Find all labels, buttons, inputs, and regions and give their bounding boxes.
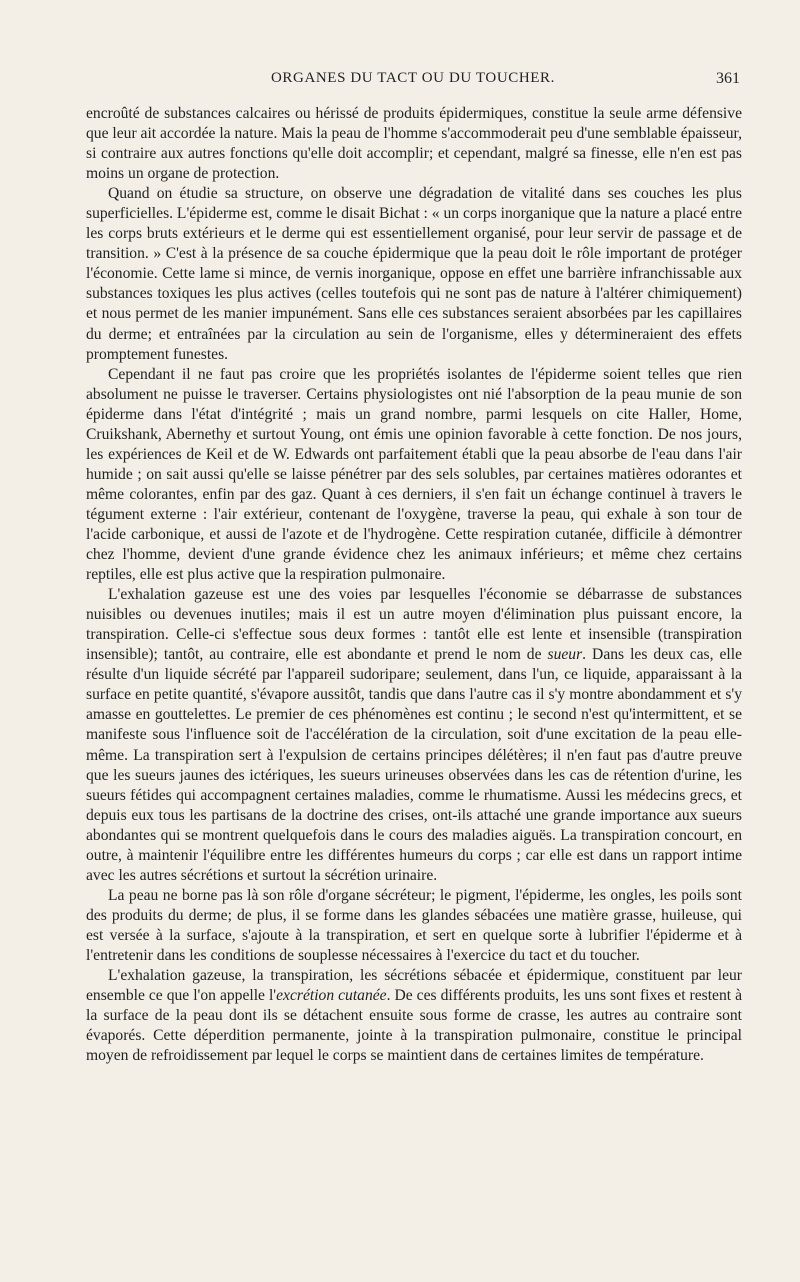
paragraph-structure: Quand on étudie sa structure, on observe une dégradation de vitalité dans ses couches les plus superficielles. L'épiderme est, comme le disait Bichat : « un corps inorganique que la nature a placé entre les corps bruts extérieurs et le derme qui est essentiellement organisé, pour leur servir de passage et de transition. » C'est à la présence de sa couche épidermique que la peau doit le rôle important de protéger l'économie. Cette lame si mince, de vernis inorganique, oppose en effet une barrière infranchissable aux substances toxiques les plus actives (celles toutefois qui ne sont pas de nature à l'altérer chimiquement) et nous permet de les manier impunément. Sans elle ces substances seraient absorbées par les capillaires du derme; et entraînées par la circulation au sein de l'organisme, elles y détermineraient des effets promptement funestes. (86, 185, 742, 363)
page-header (86, 62, 740, 86)
page-number: 361 (716, 70, 740, 87)
body-text (86, 104, 742, 1066)
running-title: ORGANES DU TACT OU DU TOUCHER. (270, 70, 556, 86)
paragraph-sebaceous: La peau ne borne pas là son rôle d'organe sécréteur; le pigment, l'épiderme, les ongles, les poils sont des produits du derme; de plus, il se forme dans les glandes sébacées une matière grasse, huileuse, qui est versée à la surface, s'ajoute à la transpiration, et sert en quelque sorte à lubrifier l'épiderme et à l'entretenir dans les conditions de souplesse nécessaires à l'exercice du tact et du toucher. (86, 886, 742, 964)
paragraph-excretion (86, 966, 742, 1066)
italic-term: excrétion cutanée (276, 987, 387, 1005)
paragraph-continuation: encroûté de substances calcaires ou hérissé de produits épidermiques, constitue la seule arme défensive que leur ait accordée la nature. Mais la peau de l'homme s'accommoderait peu d'une semblable épaisseur, si contraire aux autres fonctions qu'elle doit accomplir; et cependant, malgré sa finesse, elle n'en est pas moins un organe de protection. (86, 105, 742, 183)
italic-term: sueur (547, 646, 583, 664)
text-segment: L'exhalation gazeuse est une des voies par lesquelles l'économie se débarrasse de substances nuisibles ou devenues inutiles; mais il est un autre moyen d'élimination plus puissant encore, la transpiration. Celle-ci s'effectue sous deux formes : tantôt elle est lente et insensible (transpiration insensible); tantôt, au contraire, elle est abondante et prend le nom de (86, 586, 742, 664)
text-segment: L'exhalation gazeuse, la transpiration, les sécrétions sébacée et épidermique, constituent par leur ensemble ce que l'on appelle l' (86, 967, 742, 1005)
paragraph-transpiration (86, 585, 742, 886)
text-segment: . De ces différents produits, les uns sont fixes et restent à la surface de la peau dont ils se détachent ensuite sous forme de crasse, les autres au contraire sont évaporés. Cette déperdition permanente, jointe à la transpiration pulmonaire, constitue le principal moyen de refroidissement par lequel le corps se maintient dans de certaines limites de température. (86, 987, 743, 1065)
text-segment: . Dans les deux cas, elle résulte d'un liquide sécrété par l'appareil sudoripare; seulement, dans l'un, ce liquide, apparaissant à la surface en petite quantité, s'évapore aussitôt, tandis que dans l'autre cas il s'y montre abondamment et s'y amasse en gouttelettes. Le premier de ces phénomènes est continu ; le second n'est qu'intermittent, et se manifeste sous l'influence soit de l'accélération de la circulation, soit d'une excitation de la peau elle-même. La transpiration sert à l'expulsion de certains principes délétères; il n'en faut pas d'autre preuve que les sueurs jaunes des ictériques, les sueurs urineuses observées dans les cas de rétention d'urine, les sueurs fétides qui accompagnent certaines maladies, comme le rhumatisme. Aussi les médecins grecs, et depuis eux tous les partisans de la doctrine des crises, ont-ils attaché une grande importance aux sueurs abondantes qui se montrent quelquefois dans le cours des maladies aiguës. La transpiration concourt, en outre, à maintenir l'équilibre entre les différentes humeurs du corps ; car elle est dans un rapport intime avec les autres sécrétions et surtout la sécrétion urinaire. (86, 646, 742, 884)
paragraph-absorption: Cependant il ne faut pas croire que les propriétés isolantes de l'épiderme soient telles que rien absolument ne puisse le traverser. Certains physiologistes ont nié l'absorption de la peau munie de son épiderme dans l'état d'intégrité ; mais un grand nombre, parmi lesquels on cite Haller, Home, Cruikshank, Abernethy et surtout Young, ont émis une opinion favorable à cette fonction. De nos jours, les expériences de Keil et de W. Edwards ont parfaitement établi que la peau absorbe de l'eau dans l'air humide ; on sait aussi qu'elle se laisse pénétrer par des sels solubles, par certaines matières odorantes et même colorantes, enfin par des gaz. Quant à ces derniers, il s'en fait un échange continuel à travers le tégument externe : l'air extérieur, contenant de l'oxygène, traverse la peau, qui exhale à son tour de l'acide carbonique, et aussi de l'azote et de l'hydrogène. Cette respiration cutanée, difficile à démontrer chez l'homme, devient d'une grande évidence chez les animaux inférieurs; et même chez certains reptiles, elle est plus active que la respiration pulmonaire. (86, 365, 742, 584)
